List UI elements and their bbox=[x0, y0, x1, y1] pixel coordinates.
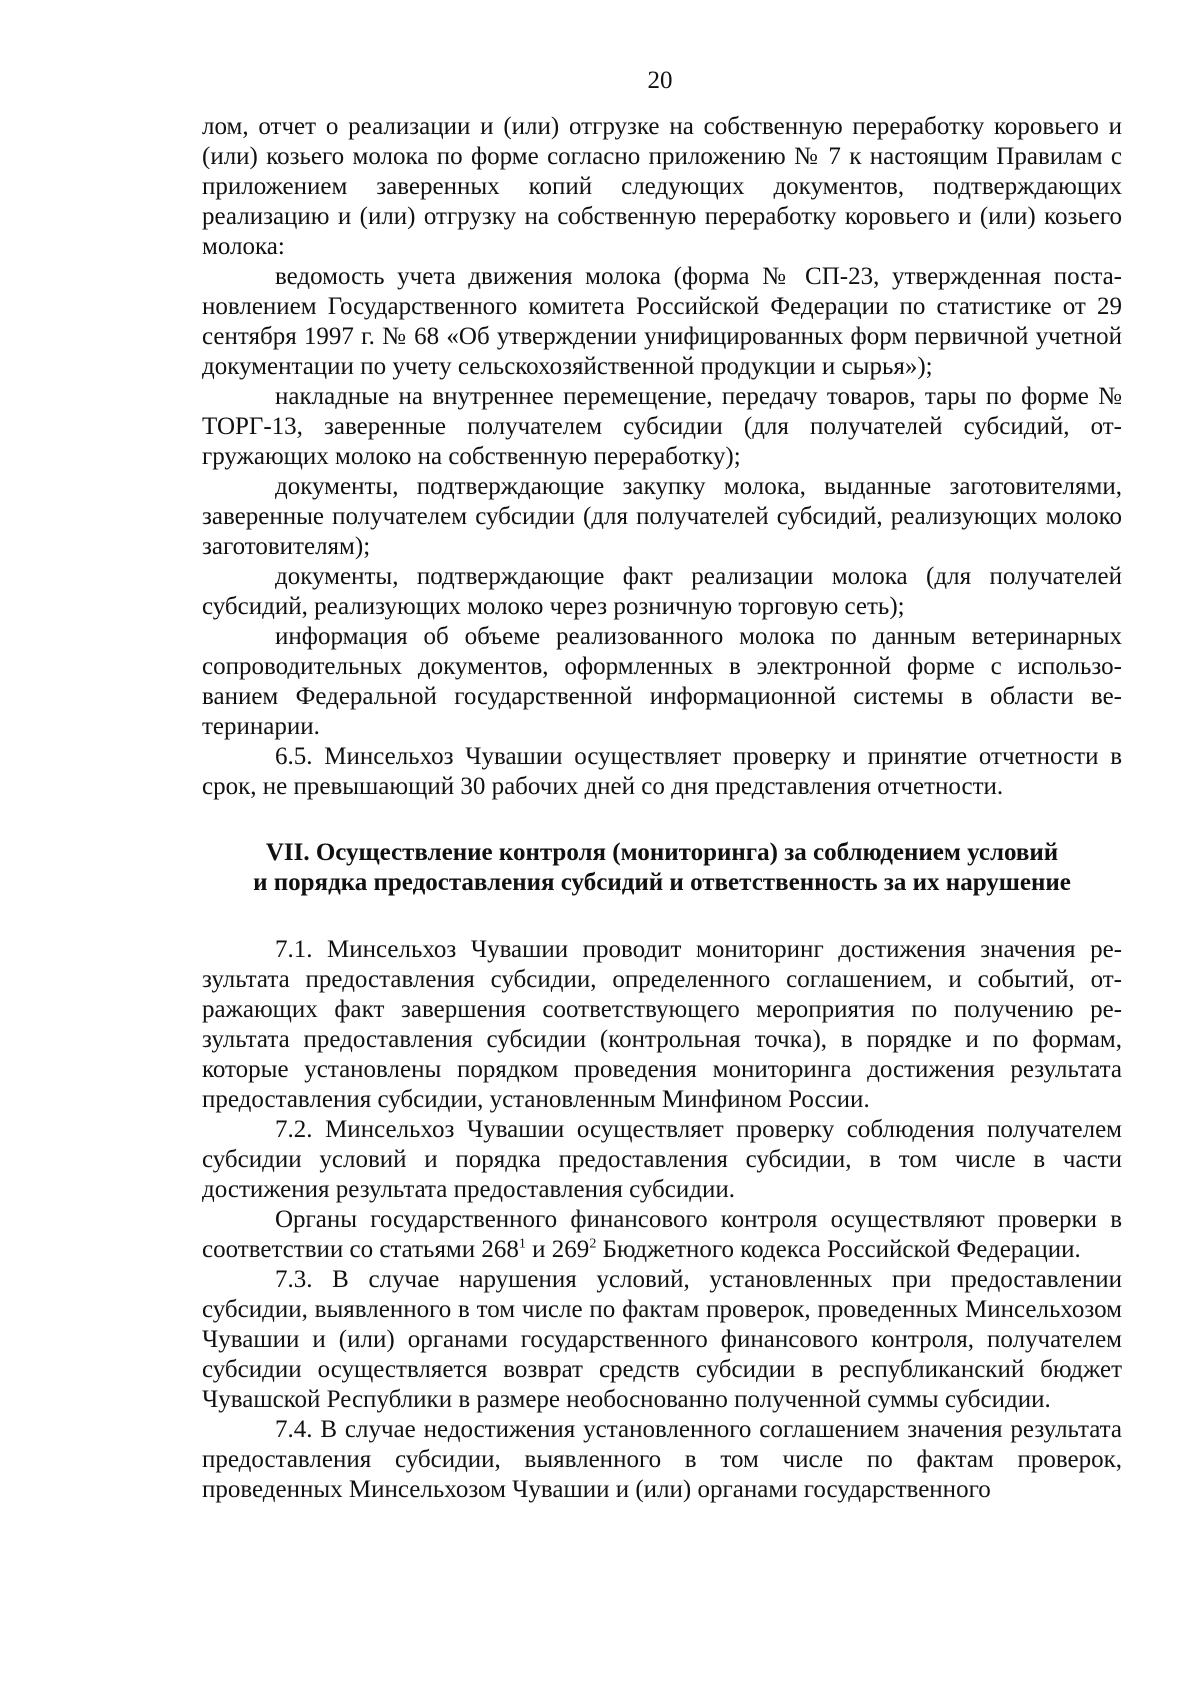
paragraph: документы, подтверждающие факт реализации молока (для получателей субсидий, реализующих молоко через розничную торговую сеть); bbox=[202, 563, 1122, 620]
paragraph-audit bbox=[202, 1205, 1122, 1265]
text-segment: Бюджетного кодекса Российской Федерации. bbox=[596, 1236, 1081, 1263]
paragraph: документы, подтверждающие закупку молока, выданные заготовителями, заверенные получателем субсидии (для получателей субсидий, реализующих молоко заготовителям); bbox=[202, 473, 1122, 560]
section-heading bbox=[202, 838, 1122, 898]
page-number: 20 bbox=[647, 67, 673, 94]
paragraph: 7.1. Минсельхоз Чувашии проводит мониторинг достижения значения результата предоставления субсидии, определенного соглашением, и событий, отражающих факт завершения соответствующего мероприятия по получению результата предоставления субсидии (контрольная точка), в порядке и по формам, которые установлены порядком проведения мониторинга достижения результата предоставления субсидии, установленным Минфином России. bbox=[202, 936, 1122, 1113]
section-heading-line: и порядка предоставления субсидий и ответственность за их нарушение bbox=[253, 869, 1071, 896]
paragraph: 7.4. В случае недостижения установленного соглашением значения результата предоставления субсидии, выявленного в том числе по фактам проверок, проведенных Минсельхозом Чувашии и (или) органами государственного bbox=[202, 1416, 1122, 1503]
paragraph: информация об объеме реализованного молока по данным ветеринарных сопроводительных документов, оформленных в электронной форме с использованием Федеральной государственной информационной системы в области ветеринарии. bbox=[202, 623, 1122, 740]
paragraph: накладные на внутреннее перемещение, передачу товаров, тары по форме № ТОРГ-13, заверенные получателем субсидии (для получателей субсидий, отгружающих молоко на собственную переработку); bbox=[202, 383, 1122, 470]
paragraph: 7.2. Минсельхоз Чувашии осуществляет проверку соблюдения получателем субсидии условий и порядка предоставления субсидии, в том числе в части достижения результата предоставления субсидии. bbox=[202, 1116, 1122, 1203]
paragraph: 6.5. Минсельхоз Чувашии осуществляет проверку и принятие отчетности в срок, не превышающий 30 рабочих дней со дня представления отчетности. bbox=[202, 743, 1122, 800]
document-body bbox=[202, 112, 1122, 1505]
text-segment: Органы государственного финансового контроля осуществляют проверки в соответствии со статьями 268 bbox=[202, 1206, 1122, 1263]
paragraph: ведомость учета движения молока (форма № СП-23, утвержденная постановлением Государственного комитета Российской Федерации по статистике от 29 сентября 1997 г. № 68 «Об утверждении унифицированных форм первичной учетной документации по учету сельскохозяйственной продукции и сырья»); bbox=[202, 263, 1122, 380]
section-heading-line: VII. Осуществление контроля (мониторинга) за соблюдением условий bbox=[265, 839, 1059, 866]
superscript: 2 bbox=[589, 1236, 597, 1252]
paragraph: 7.3. В случае нарушения условий, установленных при предоставлении субсидии, выявленного в том числе по фактам проверок, проведенных Минсельхозом Чувашии и (или) органами государственного финансового контроля, получателем субсидии осуществляется возврат средств субсидии в республиканский бюджет Чувашской Республики в размере необоснованно полученной суммы субсидии. bbox=[202, 1266, 1122, 1413]
text-segment: и 269 bbox=[525, 1236, 590, 1263]
paragraph: лом, отчет о реализации и (или) отгрузке на собственную переработку коровьего и (или) козьего молока по форме согласно приложению № 7 к настоящим Правилам с приложением заверенных копий следующих документов, подтверждающих реализацию и (или) отгрузку на собственную переработку коровьего и (или) козьего молока: bbox=[202, 113, 1122, 260]
superscript: 1 bbox=[518, 1236, 526, 1252]
